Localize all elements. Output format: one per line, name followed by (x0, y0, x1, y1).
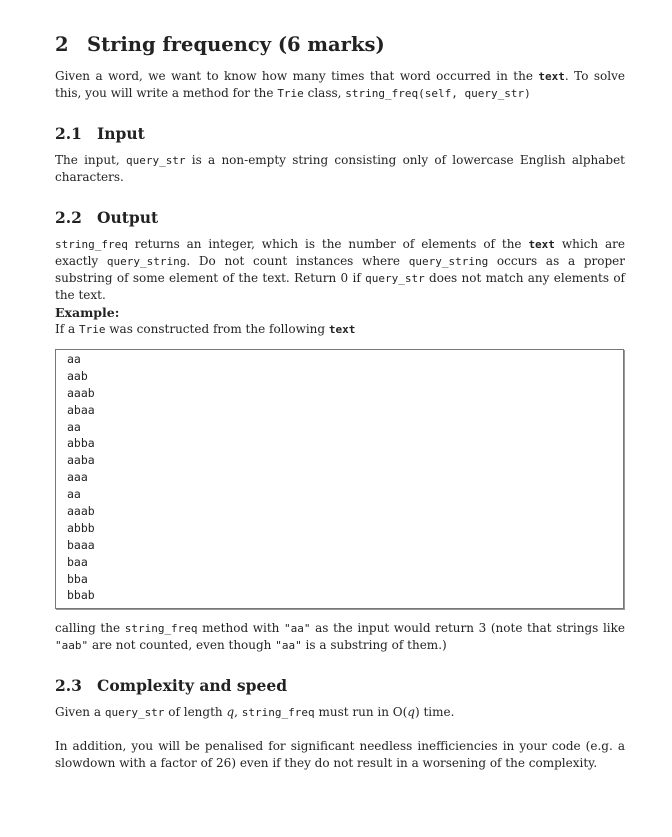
example-intro: If a Trie was constructed from the following text (55, 322, 356, 336)
example-label: Example: (55, 305, 120, 320)
code-query-str: query_str (125, 154, 186, 167)
list-item: aa (67, 419, 81, 434)
section-title: String frequency (6 marks) (87, 33, 385, 56)
list-item: abaa (67, 402, 95, 417)
list-item: bba (67, 571, 88, 586)
list-item: baa (67, 554, 88, 569)
subsection-heading-output: 2.2 Output (55, 208, 159, 227)
list-item: aaab (67, 504, 95, 519)
input-paragraph: The input, query_str is a non-empty string consisting only of lowercase English alphabet characters. (55, 153, 625, 184)
list-item: bbab (67, 588, 95, 603)
inefficiency-paragraph: In addition, you will be penalised for significant needless inefficiencies in your code (e.g. a slowdown with a factor of 26) even if they do not result in a worsening of the complexity. (55, 739, 625, 770)
example-text-list (67, 351, 95, 604)
code-text: text (538, 70, 565, 83)
code-trie: Trie (277, 87, 304, 100)
example-text-box (55, 349, 624, 609)
list-item: aaab (67, 385, 95, 400)
example-result-paragraph: calling the string_freq method with "aa" as the input would return 3 (note that strings like "aab" are not counted, even though "aa" is a substring of them.) (55, 621, 625, 652)
list-item: aaa (67, 470, 88, 485)
section-heading (55, 33, 385, 56)
list-item: aaba (67, 453, 95, 468)
output-paragraph: string_freq returns an integer, which is the number of elements of the text which are exactly query_string. Do not count instances where query_string occurs as a proper substring of some element of the text. Return 0 if query_str does not match any elements of the text. (55, 237, 625, 302)
list-item: baaa (67, 537, 95, 552)
list-item: abbb (67, 520, 95, 535)
list-item: aa (67, 487, 81, 502)
list-item: abba (67, 436, 95, 451)
list-item: aa (67, 352, 81, 366)
section-number: 2 (55, 33, 69, 56)
subsection-heading-input: 2.1 Input (55, 124, 145, 143)
subsection-heading-complexity: 2.3 Complexity and speed (55, 676, 288, 695)
complexity-paragraph: Given a query_str of length q, string_freq must run in O(q) time. (55, 705, 455, 719)
code-signature: string_freq(self, query_str) (345, 87, 531, 100)
intro-paragraph: Given a word, we want to know how many times that word occurred in the text. To solve this, you will write a method for the Trie class, string_freq(self, query_str) (55, 69, 625, 100)
list-item: aab (67, 368, 88, 383)
